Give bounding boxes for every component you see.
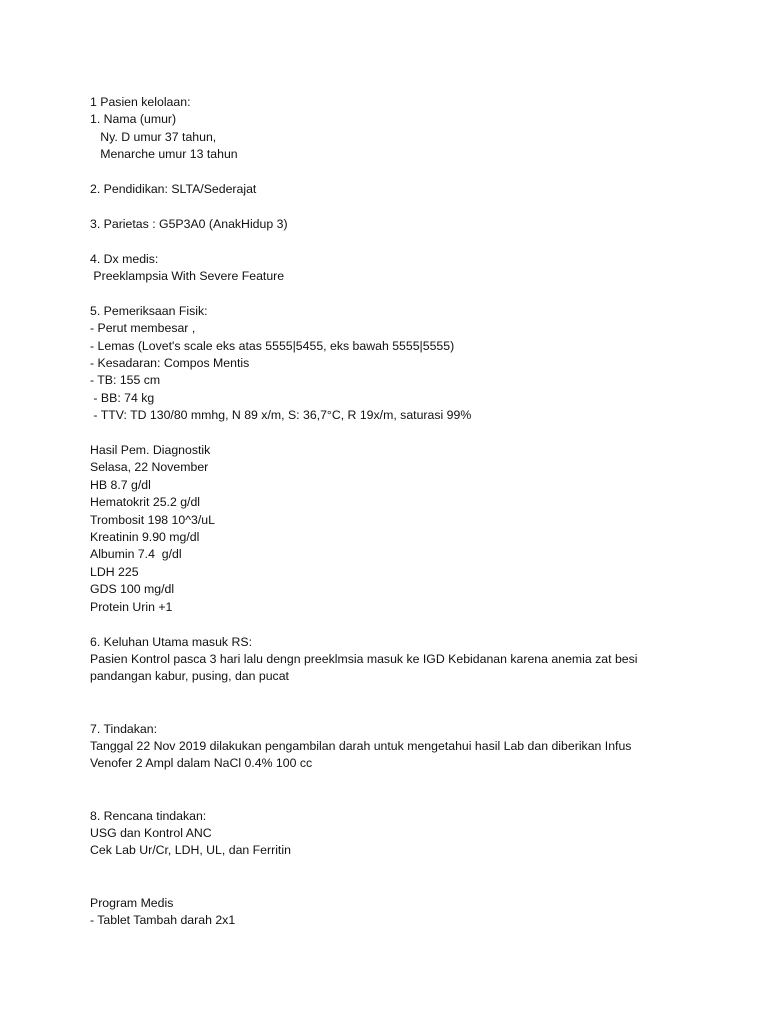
text-line: 1 Pasien kelolaan: (90, 95, 191, 109)
text-line: 3. Parietas : G5P3A0 (AnakHidup 3) (90, 216, 288, 231)
text-line: - Perut membesar , (90, 321, 196, 336)
blank-line (90, 773, 730, 790)
text-line: Cek Lab Ur/Cr, LDH, UL, dan Ferritin (90, 843, 291, 858)
document-body (90, 94, 730, 929)
blank-line (90, 233, 730, 250)
text-line: - TTV: TD 130/80 mmhg, N 89 x/m, S: 36,7°C, R 19x/m, saturasi 99% (90, 408, 472, 423)
text-line: HB 8.7 g/dl (90, 477, 151, 492)
text-line: Trombosit 198 10^3/uL (90, 512, 215, 527)
text-line: Albumin 7.4 g/dl (90, 547, 182, 562)
text-line: 1. Nama (umur) (90, 112, 177, 127)
blank-line (90, 285, 730, 302)
text-line: 5. Pemeriksaan Fisik: (90, 303, 208, 318)
text-line: Kreatinin 9.90 mg/dl (90, 530, 200, 545)
text-line: 7. Tindakan: (90, 721, 157, 736)
blank-line (90, 860, 730, 877)
text-line: Preeklampsia With Severe Feature (90, 269, 285, 284)
text-line: Venofer 2 Ampl dalam NaCl 0.4% 100 cc (90, 756, 313, 771)
text-line: GDS 100 mg/dl (90, 582, 175, 597)
blank-line (90, 425, 730, 442)
text-line: 8. Rencana tindakan: (90, 808, 207, 823)
text-line: Hematokrit 25.2 g/dl (90, 495, 201, 510)
text-line: 2. Pendidikan: SLTA/Sederajat (90, 182, 257, 197)
text-line: - Lemas (Lovet's scale eks atas 5555|5455, eks bawah 5555|5555) (90, 338, 455, 353)
text-line: Ny. D umur 37 tahun, (90, 129, 217, 144)
text-line: - Tablet Tambah darah 2x1 (90, 912, 236, 927)
text-line: Program Medis (90, 895, 174, 910)
text-line: Pasien Kontrol pasca 3 hari lalu dengn preeklmsia masuk ke IGD Kebidanan karena anemia zat besi (90, 651, 638, 666)
blank-line (90, 198, 730, 215)
text-line: pandangan kabur, pusing, dan pucat (90, 669, 289, 684)
text-line: - BB: 74 kg (90, 390, 155, 405)
text-line: Selasa, 22 November (90, 460, 209, 475)
blank-line (90, 877, 730, 894)
text-line: - Kesadaran: Compos Mentis (90, 356, 250, 371)
blank-line (90, 686, 730, 703)
text-line: Protein Urin +1 (90, 599, 173, 614)
text-line: Menarche umur 13 tahun (90, 147, 238, 162)
blank-line (90, 790, 730, 807)
text-line: LDH 225 (90, 564, 139, 579)
blank-line (90, 164, 730, 181)
text-line: Hasil Pem. Diagnostik (90, 443, 211, 458)
blank-line (90, 616, 730, 633)
text-line: USG dan Kontrol ANC (90, 825, 212, 840)
text-line: - TB: 155 cm (90, 373, 161, 388)
text-line: Tanggal 22 Nov 2019 dilakukan pengambilan darah untuk mengetahui hasil Lab dan diberikan Infus (90, 738, 632, 753)
text-line: 4. Dx medis: (90, 251, 159, 266)
blank-line (90, 703, 730, 720)
text-line: 6. Keluhan Utama masuk RS: (90, 634, 252, 649)
